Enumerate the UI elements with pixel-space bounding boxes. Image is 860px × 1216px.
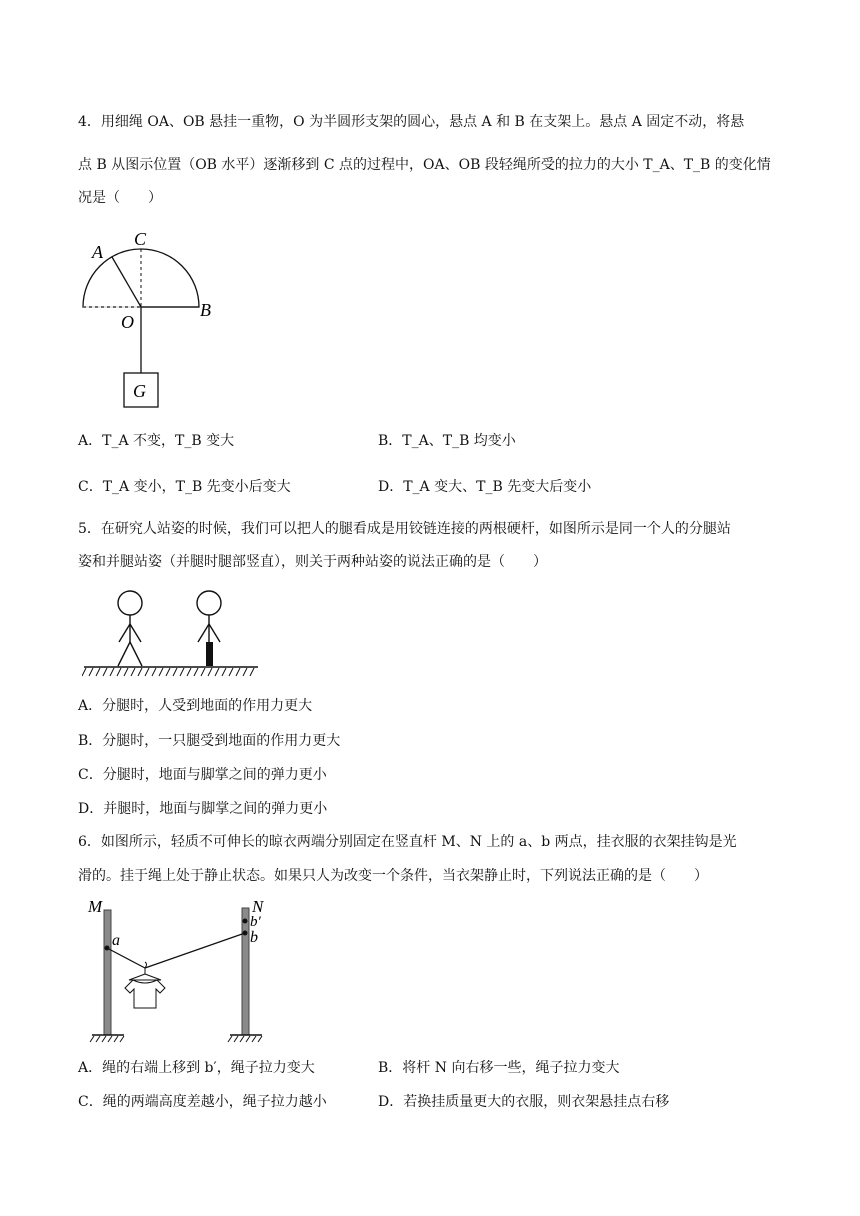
q4-label-B: B <box>200 300 211 320</box>
q6-label-b-prime: b′ <box>250 914 261 930</box>
q6-label-b: b <box>250 929 258 946</box>
q4-stem-line3: 况是（ ） <box>78 190 162 206</box>
q6-option-d[interactable]: D．若换挂质量更大的衣服，则衣架悬挂点右移 <box>378 1094 670 1110</box>
q6-option-a[interactable]: A．绳的右端上移到 b′，绳子拉力变大 <box>78 1060 315 1076</box>
q6-stem-line1: 6．如图所示，轻质不可伸长的晾衣两端分别固定在竖直杆 M、N 上的 a、b 两点，挂衣服的衣架挂钩是光 <box>78 834 737 850</box>
q4-label-C: C <box>134 229 147 249</box>
q6-label-N: N <box>252 897 264 916</box>
q6-stem-line2: 滑的。挂于绳上处于静止状态。如果只人为改变一个条件，当衣架静止时，下列说法正确的是（ ） <box>78 868 708 884</box>
q5-option-a[interactable]: A．分腿时，人受到地面的作用力更大 <box>78 698 313 714</box>
q4-label-G: G <box>133 381 146 401</box>
q5-stem-line1: 5．在研究人站姿的时候，我们可以把人的腿看成是用铰链连接的两根硬杆，如图所示是同一个人的分腿站 <box>78 521 731 537</box>
q5-option-d[interactable]: D．并腿时，地面与脚掌之间的弹力更小 <box>78 801 328 817</box>
q5-option-b[interactable]: B．分腿时，一只腿受到地面的作用力更大 <box>78 733 341 749</box>
q4-option-b[interactable]: B．T_A、T_B 均变小 <box>378 433 516 449</box>
q4-option-a[interactable]: A．T_A 不变，T_B 变大 <box>78 433 235 449</box>
q4-figure-semicircle-support <box>80 228 230 413</box>
q5-figure-standing-postures <box>82 586 262 682</box>
q5-stem-line2: 姿和并腿站姿（并腿时腿部竖直），则关于两种站姿的说法正确的是（ ） <box>78 554 547 570</box>
q4-stem-line1: 4．用细绳 OA、OB 悬挂一重物，O 为半圆形支架的圆心，悬点 A 和 B 在支架上。悬点 A 固定不动，将悬 <box>78 114 745 130</box>
q4-option-d[interactable]: D．T_A 变大、T_B 先变大后变小 <box>378 479 592 495</box>
q4-label-O: O <box>121 312 134 332</box>
q6-label-a: a <box>112 932 120 949</box>
q5-option-c[interactable]: C．分腿时，地面与脚掌之间的弹力更小 <box>78 767 327 783</box>
q4-stem-line2: 点 B 从图示位置（OB 水平）逐渐移到 C 点的过程中，OA、OB 段轻绳所受的拉力的大小 T_A、T_B 的变化情 <box>78 157 771 173</box>
q6-label-M: M <box>88 897 103 916</box>
q6-option-b[interactable]: B．将杆 N 向右移一些，绳子拉力变大 <box>378 1060 620 1076</box>
q4-option-c[interactable]: C．T_A 变小，T_B 先变小后变大 <box>78 479 291 495</box>
q4-label-A: A <box>92 242 103 262</box>
q6-figure-clothesline <box>84 896 274 1046</box>
q6-option-c[interactable]: C．绳的两端高度差越小，绳子拉力越小 <box>78 1094 327 1110</box>
